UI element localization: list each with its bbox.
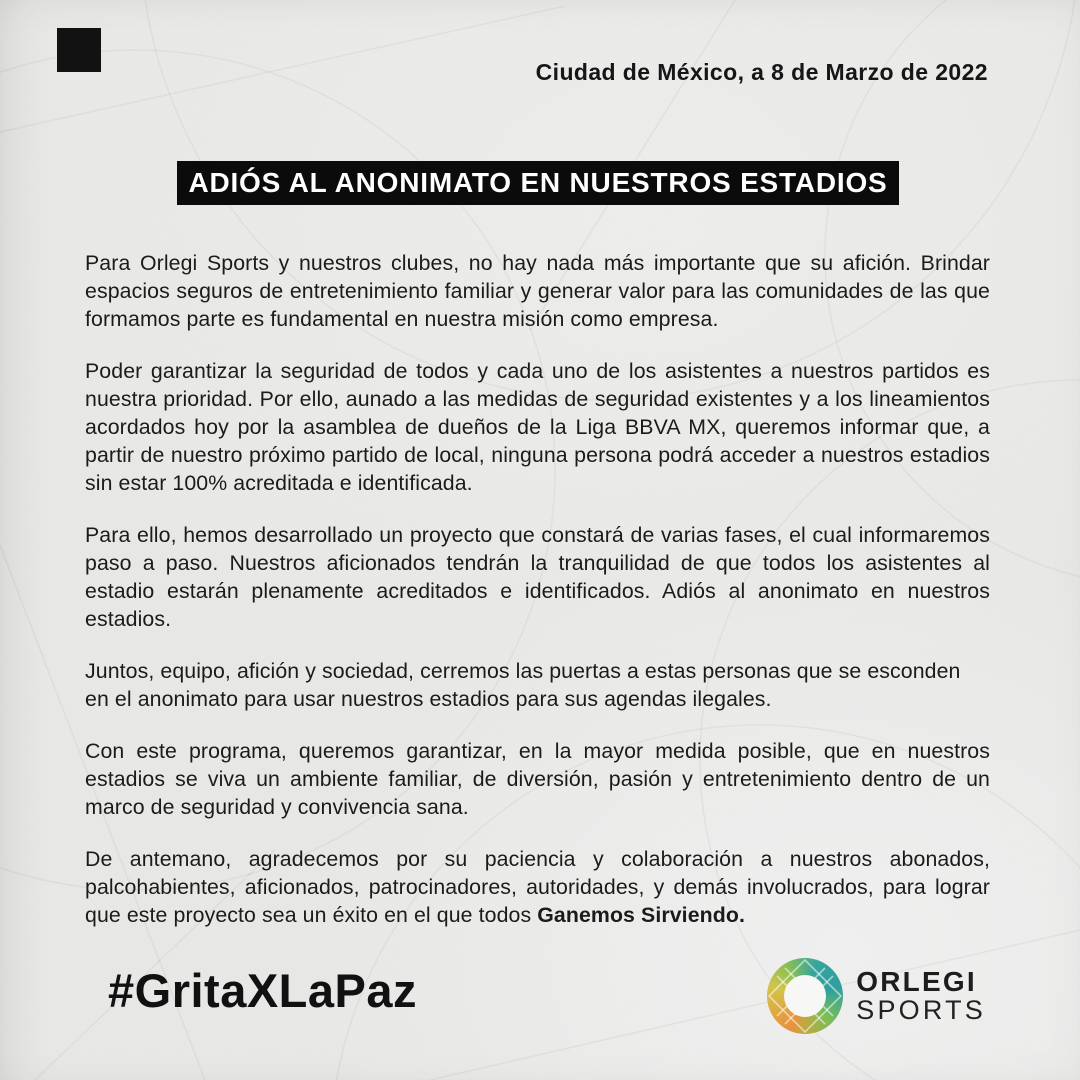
hashtag: #GritaXLaPaz xyxy=(108,964,418,1017)
title-text: ADIÓS AL ANONIMATO EN NUESTROS ESTADIOS xyxy=(188,167,888,198)
paragraph-1: Para Orlegi Sports y nuestros clubes, no hay nada más importante que su afición. Brindar espacios seguros de entretenimiento familiar y generar valor para las comunidades de las que formamos parte es fundamental en nuestra misión como empresa. xyxy=(85,251,990,331)
logo-wordmark xyxy=(856,967,986,1025)
dateline: Ciudad de México, a 8 de Marzo de 2022 xyxy=(535,59,988,85)
paragraph-6-text: De antemano, agradecemos por su paciencia y colaboración a nuestros abonados, palcohabientes, aficionados, patrocinadores, autoridades, y demás involucrados, para lograr que este proyecto sea un éxito en el que todos xyxy=(85,847,990,927)
paragraph-5: Con este programa, queremos garantizar, en la mayor medida posible, que en nuestros estadios se viva un ambiente familiar, de diversión, pasión y entretenimiento dentro de un marco de seguridad y convivencia sana. xyxy=(85,739,990,819)
paragraph-2: Poder garantizar la seguridad de todos y cada uno de los asistentes a nuestros partidos es nuestra prioridad. Por ello, aunado a las medidas de seguridad existentes y a los lineamientos acordados hoy por la asamblea de dueños de la Liga BBVA MX, queremos informar que, a partir de nuestro próximo partido de local, ninguna persona podrá acceder a nuestros estadios sin estar 100% acreditada e identificada. xyxy=(85,359,990,495)
paragraph-6-bold-text: Ganemos Sirviendo. xyxy=(537,903,745,927)
paragraph-4: Juntos, equipo, afición y sociedad, cerremos las puertas a estas personas que se esconden en el anonimato para usar nuestros estadios para sus agendas ilegales. xyxy=(85,659,961,711)
body-text xyxy=(85,249,990,953)
corner-square-decoration xyxy=(57,28,101,72)
logo-wordmark-orlegi: ORLEGI xyxy=(856,966,977,997)
title-banner xyxy=(177,161,899,205)
logo-wordmark-sports: SPORTS xyxy=(856,995,986,1025)
paragraph-3: Para ello, hemos desarrollado un proyecto que constará de varias fases, el cual informaremos paso a paso. Nuestros aficionados tendrán la tranquilidad de que todos los asistentes al estadio estarán plenamente acreditados e identificados. Adiós al anonimato en nuestros estadios. xyxy=(85,523,990,631)
orlegi-sports-logo xyxy=(767,958,986,1034)
orlegi-globe-icon xyxy=(767,958,843,1034)
paragraph-6 xyxy=(85,845,990,929)
